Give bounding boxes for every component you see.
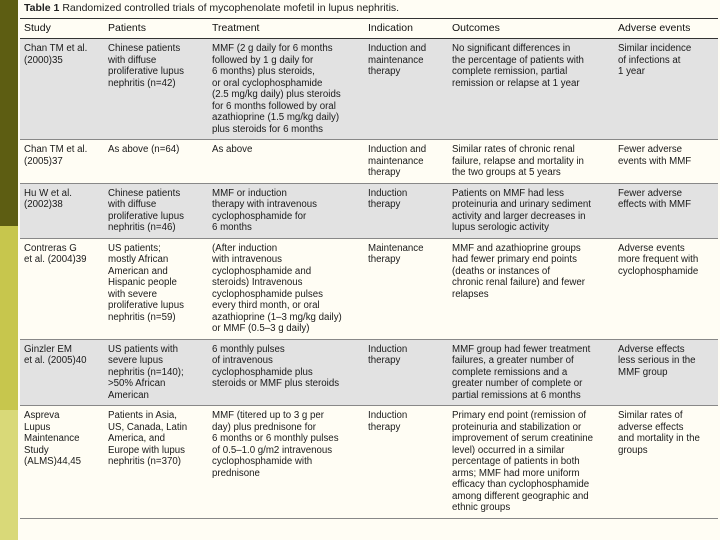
cell-line: the two groups at 5 years <box>452 167 561 178</box>
cell-line: Chinese patients <box>108 43 181 54</box>
cell-line: 6 months <box>212 222 252 233</box>
cell-line: Primary end point (remission of <box>452 410 587 421</box>
cell-treatment <box>208 183 364 238</box>
cell-line: proliferative lupus <box>108 210 184 222</box>
cell-adverse <box>614 238 718 339</box>
cell-line: maintenance <box>368 155 424 167</box>
cell-line: therapy <box>368 254 401 265</box>
cell-line: (2005)37 <box>24 155 63 167</box>
cell-line: (deaths or instances of <box>452 265 551 277</box>
cell-indication <box>364 406 448 519</box>
cell-line: (2002)38 <box>24 199 63 210</box>
cell-line: greater number of complete or <box>452 378 583 389</box>
cell-outcomes <box>448 238 614 339</box>
cell-treatment <box>208 39 364 140</box>
cell-line: among different geographic and <box>452 490 589 502</box>
cell-adverse <box>614 140 718 184</box>
cell-line: MMF and azathioprine groups <box>452 242 581 254</box>
cell-patients <box>104 183 208 238</box>
cell-line: Maintenance <box>24 433 80 444</box>
cell-line: and mortality in the <box>618 433 700 444</box>
cell-line: effects with MMF <box>618 199 692 210</box>
cell-line: adverse effects <box>618 421 684 433</box>
cell-line: MMF group had fewer treatment <box>452 343 591 355</box>
cell-adverse <box>614 339 718 406</box>
cell-line: less serious in the <box>618 355 696 366</box>
cell-line: with severe <box>108 288 157 300</box>
cell-line: Adverse events <box>618 242 685 254</box>
cell-line: Induction <box>368 187 408 199</box>
cell-outcomes <box>448 339 614 406</box>
table-row <box>20 140 718 184</box>
cell-line: of intravenous <box>212 355 273 366</box>
cell-study <box>20 406 104 519</box>
cell-line: partial remissions at 6 months <box>452 389 581 401</box>
column-header: Study <box>20 19 104 39</box>
cell-line: therapy <box>368 167 401 178</box>
cell-line: or MMF (0.5–3 g daily) <box>212 323 310 334</box>
cell-outcomes <box>448 406 614 519</box>
cell-line: proliferative lupus <box>108 66 184 77</box>
cell-treatment <box>208 339 364 406</box>
cell-line: Fewer adverse <box>618 187 683 199</box>
cell-patients <box>104 140 208 184</box>
cell-line: proteinuria and urinary sediment <box>452 199 591 210</box>
cell-line: therapy <box>368 199 401 210</box>
cell-line: Fewer adverse <box>618 144 683 155</box>
cell-line: cyclophosphamide for <box>212 210 307 222</box>
cell-outcomes <box>448 183 614 238</box>
cell-line: America, and <box>108 433 166 444</box>
cell-line: MMF (titered up to 3 g per <box>212 410 324 421</box>
cell-line: (2.5 mg/kg daily) plus steroids <box>212 89 341 100</box>
cell-line: Hu W et al. <box>24 187 72 199</box>
cell-patients <box>104 39 208 140</box>
cell-line: 6 months or 6 monthly pulses <box>212 433 339 444</box>
cell-line: et al. (2004)39 <box>24 254 87 265</box>
cell-indication <box>364 238 448 339</box>
cell-line: nephritis (n=46) <box>108 222 176 233</box>
cell-indication <box>364 339 448 406</box>
cell-line: followed by 1 g daily for <box>212 54 314 66</box>
cell-line: failures, a greater number of <box>452 355 574 366</box>
cell-line: MMF (2 g daily for 6 months <box>212 43 333 54</box>
cell-line: Chan TM et al. <box>24 43 88 54</box>
cell-line: lupus serologic activity <box>452 222 549 233</box>
cell-line: therapy <box>368 66 401 77</box>
cell-line: Patients on MMF had less <box>452 187 564 199</box>
cell-line: percentage of patients in both <box>452 456 580 467</box>
cell-line: Lupus <box>24 421 51 433</box>
cell-line: Hispanic people <box>108 277 177 288</box>
cell-study <box>20 339 104 406</box>
column-header: Patients <box>104 19 208 39</box>
side-bar-lighter <box>0 410 18 540</box>
cell-line: Similar incidence <box>618 43 692 54</box>
cell-line: with diffuse <box>108 199 157 210</box>
trials-table <box>20 18 718 519</box>
cell-line: Study <box>24 444 49 456</box>
cell-line: with diffuse <box>108 54 157 66</box>
cell-line: et al. (2005)40 <box>24 355 87 366</box>
cell-line: therapy with intravenous <box>212 199 318 210</box>
table-label: Table 1 <box>24 2 60 14</box>
cell-adverse <box>614 183 718 238</box>
cell-indication <box>364 183 448 238</box>
cell-outcomes <box>448 39 614 140</box>
cell-line: prednisone <box>212 467 260 479</box>
cell-line: Contreras G <box>24 242 77 254</box>
cell-study <box>20 183 104 238</box>
cell-adverse <box>614 406 718 519</box>
table-row <box>20 39 718 140</box>
table-body <box>20 39 718 519</box>
table-row <box>20 339 718 406</box>
cell-line: for 6 months followed by oral <box>212 100 336 112</box>
cell-treatment <box>208 140 364 184</box>
cell-line: Induction <box>368 410 408 421</box>
cell-line: cyclophosphamide with <box>212 456 313 467</box>
cell-line: 6 monthly pulses <box>212 343 285 355</box>
side-bar-dark <box>0 0 18 226</box>
cell-line: groups <box>618 444 648 456</box>
cell-line: complete remissions and a <box>452 366 568 378</box>
table-title <box>24 2 399 14</box>
cell-line: Patients in Asia, <box>108 410 177 421</box>
cell-patients <box>104 238 208 339</box>
cell-adverse <box>614 39 718 140</box>
cell-line: proteinuria and stabilization or <box>452 421 582 433</box>
cell-line: had fewer primary end points <box>452 254 577 265</box>
cell-study <box>20 238 104 339</box>
cell-patients <box>104 339 208 406</box>
cell-patients <box>104 406 208 519</box>
cell-line: with intravenous <box>212 254 283 265</box>
cell-indication <box>364 140 448 184</box>
column-header: Outcomes <box>448 19 614 39</box>
cell-line: improvement of serum creatinine <box>452 433 594 444</box>
cell-line: events with MMF <box>618 155 692 167</box>
cell-line: the percentage of patients with <box>452 54 584 66</box>
cell-line: therapy <box>368 421 401 433</box>
cell-line: 6 months) plus steroids, <box>212 66 315 77</box>
table-caption: Randomized controlled trials of mycophenolate mofetil in lupus nephritis. <box>62 2 400 14</box>
cell-line: arms; MMF had more uniform <box>452 467 580 479</box>
cell-line: Europe with lupus <box>108 444 186 456</box>
cell-line: cyclophosphamide <box>618 265 699 277</box>
cell-line: relapses <box>452 288 489 300</box>
cell-line: Chinese patients <box>108 187 181 199</box>
cell-line: azathioprine (1–3 mg/kg daily) <box>212 311 342 323</box>
cell-line: US patients with <box>108 343 178 355</box>
cell-line: cyclophosphamide plus <box>212 366 313 378</box>
cell-line: every third month, or oral <box>212 300 320 311</box>
cell-indication <box>364 39 448 140</box>
cell-line: remission or relapse at 1 year <box>452 77 580 89</box>
cell-line: Induction and <box>368 144 427 155</box>
cell-line: failure, relapse and mortality in <box>452 155 584 167</box>
cell-line: activity and larger decreases in <box>452 210 586 222</box>
cell-line: efficacy than cyclophosphamide <box>452 479 590 490</box>
cell-line: day) plus prednisone for <box>212 421 316 433</box>
cell-line: Similar rates of <box>618 410 683 421</box>
cell-line: steroids) Intravenous <box>212 277 303 288</box>
cell-line: more frequent with <box>618 254 699 265</box>
cell-line: chronic renal failure) and fewer <box>452 277 585 288</box>
cell-line: proliferative lupus <box>108 300 184 311</box>
cell-line: therapy <box>368 355 401 366</box>
cell-line: American and <box>108 265 168 277</box>
cell-line: MMF group <box>618 366 668 378</box>
cell-line: Ginzler EM <box>24 343 72 355</box>
cell-line: US, Canada, Latin <box>108 421 188 433</box>
cell-line: plus steroids for 6 months <box>212 123 323 135</box>
table-row <box>20 406 718 519</box>
cell-line: steroids or MMF plus steroids <box>212 378 340 389</box>
cell-line: cyclophosphamide pulses <box>212 288 323 300</box>
cell-line: azathioprine (1.5 mg/kg daily) <box>212 112 340 123</box>
cell-line: Adverse effects <box>618 343 685 355</box>
cell-line: or oral cyclophosphamide <box>212 77 323 89</box>
cell-line: Induction and <box>368 43 427 54</box>
cell-line: As above <box>212 144 253 155</box>
cell-line: cyclophosphamide and <box>212 265 312 277</box>
cell-line: level) occurred in a similar <box>452 444 565 456</box>
cell-line: ethnic groups <box>452 502 511 513</box>
cell-line: No significant differences in <box>452 43 571 54</box>
cell-line: nephritis (n=59) <box>108 311 176 323</box>
cell-line: Induction <box>368 343 408 355</box>
cell-line: nephritis (n=42) <box>108 77 176 89</box>
cell-line: Aspreva <box>24 410 60 421</box>
cell-study <box>20 39 104 140</box>
table-row <box>20 183 718 238</box>
cell-outcomes <box>448 140 614 184</box>
cell-treatment <box>208 238 364 339</box>
cell-line: nephritis (n=140); <box>108 366 184 378</box>
cell-line: Similar rates of chronic renal <box>452 144 575 155</box>
cell-study <box>20 140 104 184</box>
cell-line: Chan TM et al. <box>24 144 88 155</box>
document-page <box>18 0 720 540</box>
table-header-row <box>20 19 718 39</box>
cell-line: mostly African <box>108 254 169 265</box>
cell-line: As above (n=64) <box>108 144 180 155</box>
cell-treatment <box>208 406 364 519</box>
cell-line: US patients; <box>108 242 161 254</box>
cell-line: of infections at <box>618 54 681 66</box>
cell-line: severe lupus <box>108 355 163 366</box>
cell-line: nephritis (n=370) <box>108 456 181 467</box>
table-row <box>20 238 718 339</box>
cell-line: >50% African <box>108 378 166 389</box>
cell-line: (2000)35 <box>24 54 63 66</box>
cell-line: (After induction <box>212 242 278 254</box>
column-header: Adverse events <box>614 19 718 39</box>
column-header: Treatment <box>208 19 364 39</box>
column-header: Indication <box>364 19 448 39</box>
cell-line: complete remission, partial <box>452 66 568 77</box>
cell-line: maintenance <box>368 54 424 66</box>
cell-line: 1 year <box>618 66 645 77</box>
cell-line: Maintenance <box>368 242 424 254</box>
cell-line: American <box>108 389 149 401</box>
cell-line: (ALMS)44,45 <box>24 456 82 467</box>
cell-line: of 0.5–1.0 g/m2 intravenous <box>212 444 333 456</box>
cell-line: MMF or induction <box>212 187 287 199</box>
